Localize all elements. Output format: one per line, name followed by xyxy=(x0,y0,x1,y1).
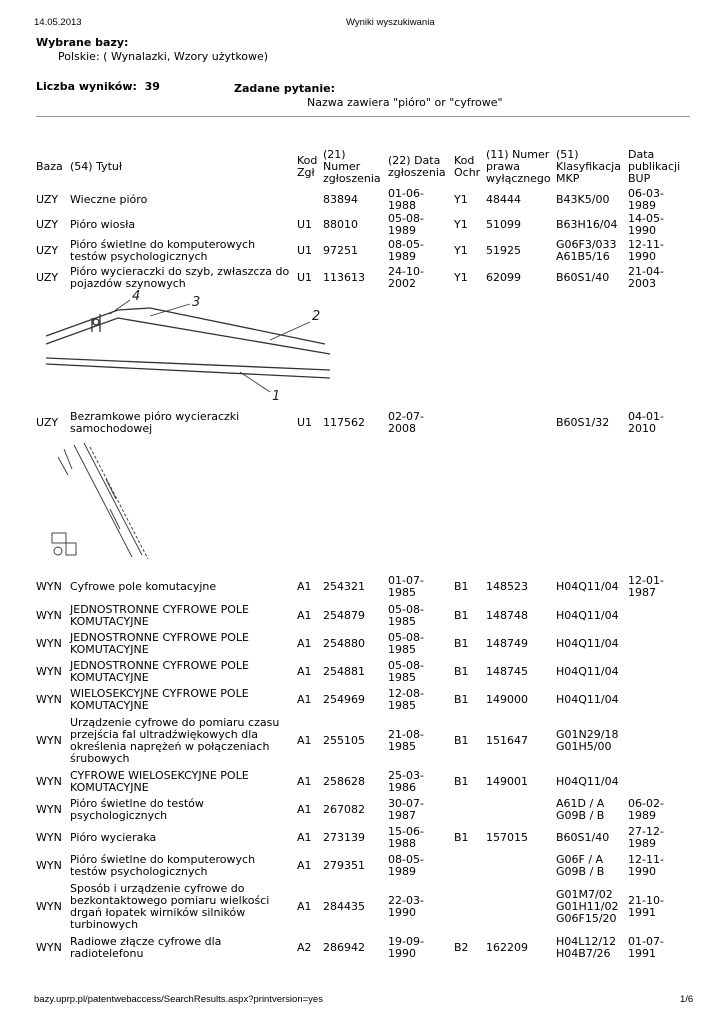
filing-date-cell: 05-08-1985 xyxy=(388,659,424,684)
database-cell: WYN xyxy=(36,637,62,650)
database-cell: WYN xyxy=(36,831,62,844)
filing-code-cell: U1 xyxy=(297,416,313,429)
protection-code-cell: Y1 xyxy=(454,271,468,284)
protection-code-cell: B1 xyxy=(454,831,469,844)
database-cell: WYN xyxy=(36,734,62,747)
query-value: Nazwa zawiera "pióro" or "cyfrowe" xyxy=(307,96,503,109)
blade-body xyxy=(74,443,142,557)
table-header xyxy=(34,146,682,188)
application-number-cell: 258628 xyxy=(323,775,365,788)
col-header: (21) Numer zgłoszenia xyxy=(323,148,381,185)
right-number-cell xyxy=(484,880,554,934)
protection-code-cell: B1 xyxy=(454,775,469,788)
filing-date-cell: 21-08-1985 xyxy=(388,728,424,753)
drawing-cell xyxy=(34,439,682,572)
classification-cell: G01M7/02 G01H11/02 G06F15/20 xyxy=(556,888,619,925)
filing-code-cell: U1 xyxy=(297,244,313,257)
wiper-blade-bottom xyxy=(46,364,330,378)
pivot-point xyxy=(93,319,99,325)
filing-date-cell: 24-10-2002 xyxy=(388,265,424,290)
results-table xyxy=(34,146,682,962)
wiper-blade-drawing-1 xyxy=(40,289,321,404)
classification-cell: H04Q11/04 xyxy=(556,693,619,706)
drawing-label: 3 xyxy=(192,295,201,310)
col-header: (54) Tytuł xyxy=(70,160,123,173)
table-row xyxy=(34,630,682,658)
database-cell: WYN xyxy=(36,693,62,706)
database-cell: UZY xyxy=(36,218,59,231)
application-number-cell: 88010 xyxy=(323,218,358,231)
databases-value: Polskie: ( Wynalazki, Wzory użytkowe) xyxy=(58,50,269,63)
title-cell: Wieczne pióro xyxy=(70,193,148,206)
filing-date-cell: 05-08-1985 xyxy=(388,631,424,656)
connector-part xyxy=(52,533,66,543)
title-cell: Sposób i urządzenie cyfrowe do bezkontaktowego pomiaru wielkości drgań łopatek wirników silników turbinowych xyxy=(70,882,270,931)
application-number-cell: 117562 xyxy=(323,416,365,429)
filing-date-cell: 01-06-1988 xyxy=(388,187,424,212)
table-row xyxy=(34,796,682,824)
right-number-cell xyxy=(484,407,554,439)
table-row xyxy=(34,602,682,630)
publication-date-cell: 01-07-1991 xyxy=(628,935,664,960)
application-number-cell: 284435 xyxy=(323,900,365,913)
title-cell: Pióro świetlne do testów psychologicznych xyxy=(70,797,204,822)
filing-code-cell: A1 xyxy=(297,665,312,678)
wiper-blade-top xyxy=(46,358,330,370)
filing-code-cell: U1 xyxy=(297,218,313,231)
page-title: Wyniki wyszukiwania xyxy=(346,17,435,28)
blade-rubber xyxy=(90,447,148,559)
filing-code-cell: A1 xyxy=(297,803,312,816)
application-number-cell: 254879 xyxy=(323,609,365,622)
protection-code-cell: Y1 xyxy=(454,244,468,257)
connector-part xyxy=(66,543,76,555)
col-header: Kod Ochr xyxy=(454,154,481,179)
filing-date-cell: 25-03-1986 xyxy=(388,769,424,794)
page-url: bazy.uprp.pl/patentwebaccess/SearchResults.aspx?printversion=yes xyxy=(34,994,323,1005)
protection-code-cell xyxy=(452,407,484,439)
col-header: (11) Numer prawa wyłącznego xyxy=(486,148,551,185)
protection-code-cell xyxy=(452,852,484,880)
classification-cell: B60S1/32 xyxy=(556,416,610,429)
table-row xyxy=(34,768,682,796)
filing-date-cell: 22-03-1990 xyxy=(388,894,424,919)
right-number-cell: 148749 xyxy=(486,637,528,650)
filing-date-cell: 05-08-1989 xyxy=(388,212,424,237)
publication-date-cell xyxy=(626,658,682,686)
right-number-cell: 162209 xyxy=(486,941,528,954)
right-number-cell xyxy=(484,796,554,824)
application-number-cell: 279351 xyxy=(323,859,365,872)
title-cell: JEDNOSTRONNE CYFROWE POLE KOMUTACYJNE xyxy=(70,659,249,684)
title-cell: Pióro świetlne do komputerowych testów psychologicznych xyxy=(70,853,256,878)
database-cell: WYN xyxy=(36,900,62,913)
results-value: 39 xyxy=(144,80,160,93)
application-number-cell: 254881 xyxy=(323,665,365,678)
table-row xyxy=(34,714,682,768)
col-header: Baza xyxy=(36,160,63,173)
database-cell: WYN xyxy=(36,665,62,678)
protection-code-cell: Y1 xyxy=(454,193,468,206)
application-number-cell: 254321 xyxy=(323,580,365,593)
classification-cell: B43K5/00 xyxy=(556,193,610,206)
publication-date-cell: 14-05-1990 xyxy=(628,212,664,237)
publication-date-cell: 21-10-1991 xyxy=(628,894,664,919)
right-number-cell xyxy=(484,852,554,880)
filing-date-cell: 05-08-1985 xyxy=(388,603,424,628)
database-cell: WYN xyxy=(36,580,62,593)
drawing-row xyxy=(34,439,682,572)
right-number-cell: 62099 xyxy=(486,271,521,284)
right-number-cell: 149001 xyxy=(486,775,528,788)
filing-code-cell: A1 xyxy=(297,831,312,844)
classification-cell: H04Q11/04 xyxy=(556,609,619,622)
application-number-cell: 83894 xyxy=(323,193,358,206)
publication-date-cell: 12-11-1990 xyxy=(628,238,664,263)
filing-code-cell: A2 xyxy=(297,941,312,954)
filing-date-cell: 02-07-2008 xyxy=(388,410,424,435)
publication-date-cell xyxy=(626,768,682,796)
publication-date-cell: 06-03-1989 xyxy=(628,187,664,212)
title-cell: Bezramkowe pióro wycieraczki samochodowej xyxy=(70,410,240,435)
publication-date-cell: 04-01-2010 xyxy=(628,410,664,435)
title-cell: Radiowe złącze cyfrowe dla radiotelefonu xyxy=(70,935,222,960)
protection-code-cell: B2 xyxy=(454,941,469,954)
table-row xyxy=(34,686,682,714)
table-row xyxy=(34,934,682,962)
table-row xyxy=(34,852,682,880)
database-cell: WYN xyxy=(36,803,62,816)
classification-cell: B60S1/40 xyxy=(556,831,610,844)
database-cell: UZY xyxy=(36,416,59,429)
filing-code-cell xyxy=(295,188,321,212)
table-row xyxy=(34,188,682,212)
classification-cell: B60S1/40 xyxy=(556,271,610,284)
classification-cell: B63H16/04 xyxy=(556,218,618,231)
col-header: (51) Klasyfikacja MKP xyxy=(556,148,621,185)
filing-date-cell: 12-08-1985 xyxy=(388,687,424,712)
title-cell: WIELOSEKCYJNE CYFROWE POLE KOMUTACYJNE xyxy=(70,687,249,712)
database-cell: UZY xyxy=(36,193,59,206)
database-cell: WYN xyxy=(36,775,62,788)
title-cell: Pióro wycieraka xyxy=(70,831,157,844)
application-number-cell: 97251 xyxy=(323,244,358,257)
protection-code-cell xyxy=(452,796,484,824)
filing-code-cell: A1 xyxy=(297,734,312,747)
title-cell: Pióro wiosła xyxy=(70,218,136,231)
protection-code-cell: B1 xyxy=(454,580,469,593)
wiper-blade-drawing-2 xyxy=(44,439,154,569)
right-number-cell: 148748 xyxy=(486,609,528,622)
protection-code-cell: Y1 xyxy=(454,218,468,231)
table-row xyxy=(34,824,682,852)
wiper-arm-outline xyxy=(46,308,325,344)
right-number-cell: 148523 xyxy=(486,580,528,593)
publication-date-cell: 21-04-2003 xyxy=(628,265,664,290)
application-number-cell: 254969 xyxy=(323,693,365,706)
publication-date-cell: 27-12-1989 xyxy=(628,825,664,850)
right-number-cell: 48444 xyxy=(486,193,521,206)
right-number-cell: 157015 xyxy=(486,831,528,844)
table-row xyxy=(34,880,682,934)
application-number-cell: 255105 xyxy=(323,734,365,747)
title-cell: Pióro świetlne do komputerowych testów psychologicznych xyxy=(70,238,256,263)
drawing-label: 4 xyxy=(132,289,141,304)
col-header: Data publikacji BUP xyxy=(628,148,681,185)
filing-code-cell: A1 xyxy=(297,580,312,593)
filing-date-cell: 19-09-1990 xyxy=(388,935,424,960)
title-cell: Cyfrowe pole komutacyjne xyxy=(70,580,217,593)
database-cell: WYN xyxy=(36,941,62,954)
application-number-cell: 267082 xyxy=(323,803,365,816)
filing-code-cell: A1 xyxy=(297,859,312,872)
databases-label: Wybrane bazy: xyxy=(36,36,129,49)
filing-code-cell: A1 xyxy=(297,637,312,650)
publication-date-cell xyxy=(626,686,682,714)
title-cell: JEDNOSTRONNE CYFROWE POLE KOMUTACYJNE xyxy=(70,603,249,628)
database-cell: UZY xyxy=(36,244,59,257)
right-number-cell: 148745 xyxy=(486,665,528,678)
publication-date-cell xyxy=(626,714,682,768)
filing-date-cell: 08-05-1989 xyxy=(388,853,424,878)
table-row xyxy=(34,407,682,439)
application-number-cell: 273139 xyxy=(323,831,365,844)
classification-cell: G01N29/18 G01H5/00 xyxy=(556,728,619,753)
publication-date-cell: 06-02-1989 xyxy=(628,797,664,822)
drawing-label: 1 xyxy=(272,389,281,404)
table-row xyxy=(34,238,682,264)
protection-code-cell: B1 xyxy=(454,637,469,650)
classification-cell: H04L12/12 H04B7/26 xyxy=(556,935,617,960)
drawing-row xyxy=(34,292,682,407)
protection-code-cell xyxy=(452,880,484,934)
classification-cell: A61D / A G09B / B xyxy=(556,797,605,822)
drawing-cell xyxy=(34,289,682,407)
classification-cell: H04Q11/04 xyxy=(556,637,619,650)
database-cell: UZY xyxy=(36,271,59,284)
col-header: (22) Data zgłoszenia xyxy=(388,154,446,179)
title-cell: Urządzenie cyfrowe do pomiaru czasu przejścia fal ultradźwiękowych dla określenia naprężeń w połączeniach śrubowych xyxy=(70,716,280,765)
filing-code-cell: A1 xyxy=(297,609,312,622)
table-row xyxy=(34,264,682,292)
right-number-cell: 149000 xyxy=(486,693,528,706)
end-cap xyxy=(58,449,72,475)
print-date: 14.05.2013 xyxy=(34,17,82,28)
filing-date-cell: 15-06-1988 xyxy=(388,825,424,850)
page-number: 1/6 xyxy=(680,994,694,1005)
table-row xyxy=(34,572,682,602)
protection-code-cell: B1 xyxy=(454,734,469,747)
protection-code-cell: B1 xyxy=(454,693,469,706)
application-number-cell: 254880 xyxy=(323,637,365,650)
publication-date-cell xyxy=(626,602,682,630)
classification-cell: H04Q11/04 xyxy=(556,580,619,593)
query-label: Zadane pytanie: xyxy=(234,82,336,95)
right-number-cell: 151647 xyxy=(486,734,528,747)
col-header: Kod Zgł xyxy=(297,154,318,179)
protection-code-cell: B1 xyxy=(454,609,469,622)
results-label: Liczba wyników: xyxy=(36,80,137,93)
database-cell: WYN xyxy=(36,859,62,872)
filing-date-cell: 30-07-1987 xyxy=(388,797,424,822)
filing-date-cell: 08-05-1989 xyxy=(388,238,424,263)
filing-code-cell: A1 xyxy=(297,775,312,788)
results-count xyxy=(36,80,160,93)
title-cell: CYFROWE WIELOSEKCYJNE POLE KOMUTACYJNE xyxy=(70,769,249,794)
drawing-label: 2 xyxy=(312,309,321,324)
publication-date-cell: 12-01-1987 xyxy=(628,574,664,599)
publication-date-cell: 12-11-1990 xyxy=(628,853,664,878)
classification-cell: G06F3/033 A61B5/16 xyxy=(556,238,617,263)
classification-cell: H04Q11/04 xyxy=(556,665,619,678)
protection-code-cell: B1 xyxy=(454,665,469,678)
divider xyxy=(36,116,690,117)
table-row xyxy=(34,212,682,238)
spring-detail xyxy=(106,479,120,529)
filing-code-cell: A1 xyxy=(297,693,312,706)
application-number-cell: 113613 xyxy=(323,271,365,284)
table-row xyxy=(34,658,682,686)
title-cell: Pióro wycieraczki do szyb, zwłaszcza do pojazdów szynowych xyxy=(70,265,290,290)
publication-date-cell xyxy=(626,630,682,658)
clip-part xyxy=(54,547,62,555)
filing-code-cell: U1 xyxy=(297,271,313,284)
right-number-cell: 51099 xyxy=(486,218,521,231)
classification-cell: H04Q11/04 xyxy=(556,775,619,788)
database-cell: WYN xyxy=(36,609,62,622)
title-cell: JEDNOSTRONNE CYFROWE POLE KOMUTACYJNE xyxy=(70,631,249,656)
filing-code-cell: A1 xyxy=(297,900,312,913)
application-number-cell: 286942 xyxy=(323,941,365,954)
right-number-cell: 51925 xyxy=(486,244,521,257)
filing-date-cell: 01-07-1985 xyxy=(388,574,424,599)
classification-cell: G06F / A G09B / B xyxy=(556,853,605,878)
